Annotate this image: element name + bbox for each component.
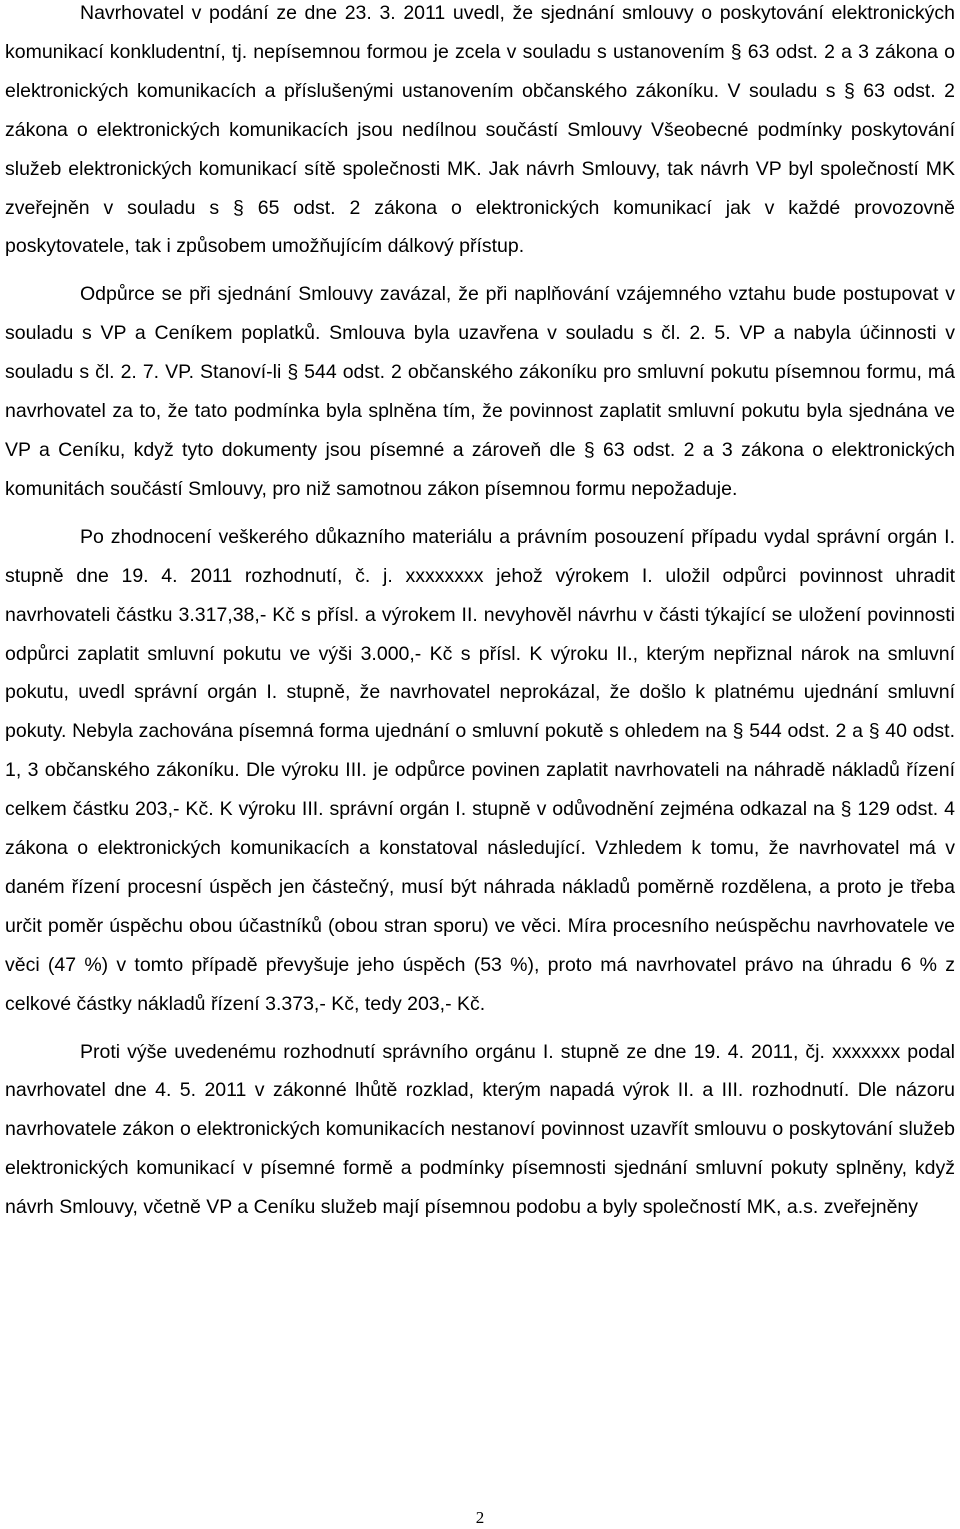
document-body: [5, 0, 955, 1227]
paragraph-first-instance-decision: Po zhodnocení veškerého důkazního materiálu a právním posouzení případu vydal správní orgán I. stupně dne 19. 4. 2011 rozhodnutí, č. j. xxxxxxxx jehož výrokem I. uložil odpůrci povinnost uhradit navrhovateli částku 3.317,38,- Kč s přísl. a výrokem II. nevyhověl návrhu v části týkající se uložení povinnosti odpůrci zaplatit smluvní pokutu ve výši 3.000,- Kč s přísl. K výroku II., kterým nepřiznal nárok na smluvní pokutu, uvedl správní orgán I. stupně, že navrhovatel neprokázal, že došlo k platnému ujednání smluvní pokuty. Nebyla zachována písemná forma ujednání o smluvní pokutě s ohledem na § 544 odst. 2 a § 40 odst. 1, 3 občanského zákoníku. Dle výroku III. je odpůrce povinen zaplatit navrhovateli na náhradě nákladů řízení celkem částku 203,- Kč. K výroku III. správní orgán I. stupně v odůvodnění zejména odkazal na § 129 odst. 4 zákona o elektronických komunikacích a konstatoval následující. Vzhledem k tomu, že navrhovatel má v daném řízení procesní úspěch jen částečný, musí být náhrada nákladů poměrně rozdělena, a proto je třeba určit poměr úspěchu obou účastníků (obou stran sporu) ve věci. Míra procesního neúspěchu navrhovatele ve věci (47 %) v tomto případě převyšuje jeho úspěch (53 %), proto má navrhovatel právo na úhradu 6 % z celkové částky nákladů řízení 3.373,- Kč, tedy 203,- Kč.: [5, 525, 955, 1015]
paragraph-respondent-obligation: Odpůrce se při sjednání Smlouvy zavázal, že při naplňování vzájemného vztahu bude postupovat v souladu s VP a Ceníkem poplatků. Smlouva byla uzavřena v souladu s čl. 2. 5. VP a nabyla účinnosti v souladu s čl. 2. 7. VP. Stanoví-li § 544 odst. 2 občanského zákoníku pro smluvní pokutu písemnou formu, má navrhovatel za to, že tato podmínka byla splněna tím, že povinnost zaplatit smluvní pokutu byla sjednána ve VP a Ceníku, když tyto dokumenty jsou písemné a zároveň dle § 63 odst. 2 a 3 zákona o elektronických komunitách součástí Smlouvy, pro niž samotnou zákon písemnou formu nepožaduje.: [5, 283, 955, 500]
page-number: 2: [475, 1508, 485, 1527]
paragraph-applicant-claim: Navrhovatel v podání ze dne 23. 3. 2011 uvedl, že sjednání smlouvy o poskytování elektronických komunikací konkludentní, tj. nepísemnou formou je zcela v souladu s ustanovením § 63 odst. 2 a 3 zákona o elektronických komunikacích a příslušenými ustanovením občanského zákoníku. V souladu s § 63 odst. 2 zákona o elektronických komunikacích jsou nedílnou součástí Smlouvy Všeobecné podmínky poskytování služeb elektronických komunikací sítě společnosti MK. Jak návrh Smlouvy, tak návrh VP byl společností MK zveřejněn v souladu s § 65 odst. 2 zákona o elektronických komunikací jak v každé provozovně poskytovatele, tak i způsobem umožňujícím dálkový přístup.: [5, 2, 955, 258]
paragraph-appeal: Proti výše uvedenému rozhodnutí správního orgánu I. stupně ze dne 19. 4. 2011, čj. xxxxxxx podal navrhovatel dne 4. 5. 2011 v zákonné lhůtě rozklad, kterým napadá výrok II. a III. rozhodnutí. Dle názoru navrhovatele zákon o elektronických komunikacích nestanoví povinnost uzavřít smlouvu o poskytování služeb elektronických komunikací v písemné formě a podmínky písemnosti sjednání smluvní pokuty splněny, když návrh Smlouvy, včetně VP a Ceníku služeb mají písemnou podobu a byly společností MK, a.s. zveřejněny: [5, 1040, 955, 1219]
